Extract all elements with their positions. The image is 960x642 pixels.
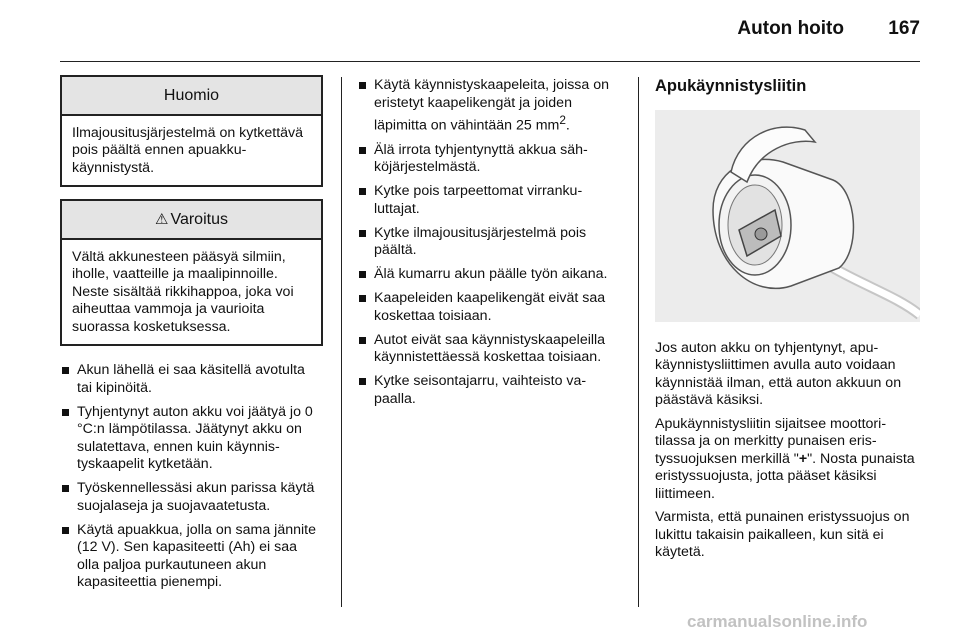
paragraph-text: Apukäynnistysliitin sijaitsee moottoritilassa ja on merkitty punaisen eristyssuojuksen merkillä " xyxy=(655,415,887,467)
warning-header xyxy=(62,201,321,240)
list-item: Kytke ilmajousitusjärjestelmä pois päältä. xyxy=(357,225,621,260)
list-item: Älä kumarru akun päälle työn aikana. xyxy=(357,266,621,284)
column-divider xyxy=(638,77,639,607)
middle-column xyxy=(357,77,621,415)
list-item: Älä irrota tyhjentynyttä akkua sähköjärjestelmästä. xyxy=(357,142,621,177)
plus-icon: + xyxy=(798,450,808,467)
paragraph: Varmista, että punainen eristyssuojus on lukittu takaisin paikalleen, kun sitä ei käytetä. xyxy=(655,509,910,560)
left-column xyxy=(60,75,323,598)
list-item: Akun lähellä ei saa käsitellä avotulta tai kipinöitä. xyxy=(60,362,323,397)
paragraph-text: ". Nosta punaista eristyssuojusta, jotta pääset käsiksi liittimeen. xyxy=(655,450,915,502)
list-item: Autot eivät saa käynnistyskaapeleilla käynnistettäessä koskettaa toisiaan. xyxy=(357,332,621,367)
list-item: Kytke seisontajarru, vaihteisto vapaalla. xyxy=(357,373,621,408)
warning-text: Vältä akkunesteen pääsyä silmiin, iholle, vaatteille ja maalipinnoille. Neste sisältää rikkihappoa, joka voi aiheuttaa vammoja ja vaurioita suorassa kosketuksessa. xyxy=(72,248,294,335)
watermark: carmanualsonline.info xyxy=(687,612,868,631)
left-bullet-list xyxy=(60,362,323,592)
list-item xyxy=(357,77,621,135)
list-item: Kytke pois tarpeettomat virrankuluttajat. xyxy=(357,183,621,218)
list-item: Työskennellessäsi akun parissa käytä suojalaseja ja suojavaatetusta. xyxy=(60,480,323,515)
jump-start-connector-illustration xyxy=(655,110,920,322)
list-item: Käytä apuakkua, jolla on sama jännite (12 V). Sen kapasiteetti (Ah) ei saa olla paljoa purkautuneen akun kapasiteettia pienempi. xyxy=(60,522,323,592)
notice-title: Huomio xyxy=(62,77,321,116)
right-column xyxy=(655,78,920,568)
page-header-title: Auton hoito xyxy=(737,18,844,39)
list-item-end: . xyxy=(565,117,570,134)
connector-drawing xyxy=(655,110,920,322)
list-item: Kaapeleiden kaapelikengät eivät saa koskettaa toisiaan. xyxy=(357,290,621,325)
paragraph xyxy=(655,416,920,504)
paragraph: Jos auton akku on tyhjentynyt, apukäynnistysliittimen avulla auto voidaan käynnistää ilman, että auton akkuun on päästävä käsiksi. xyxy=(655,339,902,408)
notice-box xyxy=(60,75,323,187)
column-divider xyxy=(341,77,342,607)
list-item: Tyhjentynyt auton akku voi jäätyä jo 0 °C:n lämpötilassa. Jäätynyt akku on sulatettava, ennen kuin käynnistyskaapelit kytketään. xyxy=(60,404,323,474)
superscript: 2 xyxy=(559,113,566,127)
notice-text: Ilmajousitusjärjestelmä on kytkettävä pois päältä ennen apuakkukäynnistystä. xyxy=(72,124,304,176)
warning-box xyxy=(60,199,323,346)
list-item-text: Käytä käynnistyskaapeleita, joissa on eristetyt kaapelikengät ja joiden läpimitta on vähintään 25 mm xyxy=(374,77,610,134)
warning-title: Varoitus xyxy=(170,211,228,228)
middle-bullet-list xyxy=(357,77,621,408)
section-title: Apukäynnistysliitin xyxy=(655,77,807,95)
page-number: 167 xyxy=(888,18,920,39)
header-rule xyxy=(60,61,920,62)
warning-triangle-icon: ⚠ xyxy=(155,211,169,228)
